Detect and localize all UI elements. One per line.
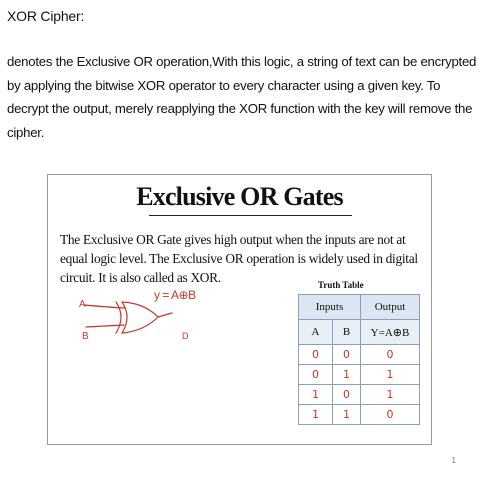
table-row bbox=[299, 385, 420, 405]
xor-cipher-heading: XOR Cipher: bbox=[7, 8, 85, 24]
table-cell: 0 bbox=[333, 385, 361, 405]
col-a-header: A bbox=[299, 320, 333, 345]
truth-table-title: Truth Table bbox=[318, 280, 364, 290]
table-cell: 1 bbox=[361, 365, 420, 385]
table-cell: 1 bbox=[333, 405, 361, 425]
slide-body-text: The Exclusive OR Gate gives high output when the inputs are not at equal logic level. The Exclusive OR operation is widely used in digital circuit. It is also called as XOR. bbox=[60, 232, 418, 285]
table-cell: 1 bbox=[299, 385, 333, 405]
table-cell: 1 bbox=[361, 385, 420, 405]
intro-paragraph: denotes the Exclusive OR operation,With this logic, a string of text can be encrypted by applying the bitwise XOR operator to every character using a given key. To decrypt the output, merely reapplying the XOR function with the key will remove the cipher. bbox=[7, 54, 477, 140]
truth-table bbox=[298, 294, 420, 425]
output-header: Output bbox=[361, 295, 420, 320]
page-number: 1 bbox=[451, 456, 456, 465]
inputs-header: Inputs bbox=[299, 295, 361, 320]
slide-image bbox=[47, 174, 432, 445]
table-cell: 0 bbox=[361, 405, 420, 425]
table-row bbox=[299, 345, 420, 365]
slide-title: Exclusive OR Gates bbox=[136, 182, 343, 211]
handwritten-label-a: A bbox=[79, 299, 86, 310]
table-cell: 0 bbox=[333, 345, 361, 365]
table-cell: 0 bbox=[299, 365, 333, 385]
handwritten-mark: D bbox=[182, 331, 189, 341]
title-underline bbox=[149, 215, 352, 216]
col-y-header: Y=A⊕B bbox=[361, 320, 420, 345]
table-row bbox=[299, 405, 420, 425]
table-cell: 0 bbox=[299, 345, 333, 365]
handwritten-label-b: B bbox=[82, 331, 89, 342]
col-b-header: B bbox=[333, 320, 361, 345]
table-cell: 1 bbox=[333, 365, 361, 385]
handwritten-equation: y = A⊕B bbox=[154, 288, 196, 302]
table-cell: 0 bbox=[361, 345, 420, 365]
table-cell: 1 bbox=[299, 405, 333, 425]
table-row bbox=[299, 365, 420, 385]
